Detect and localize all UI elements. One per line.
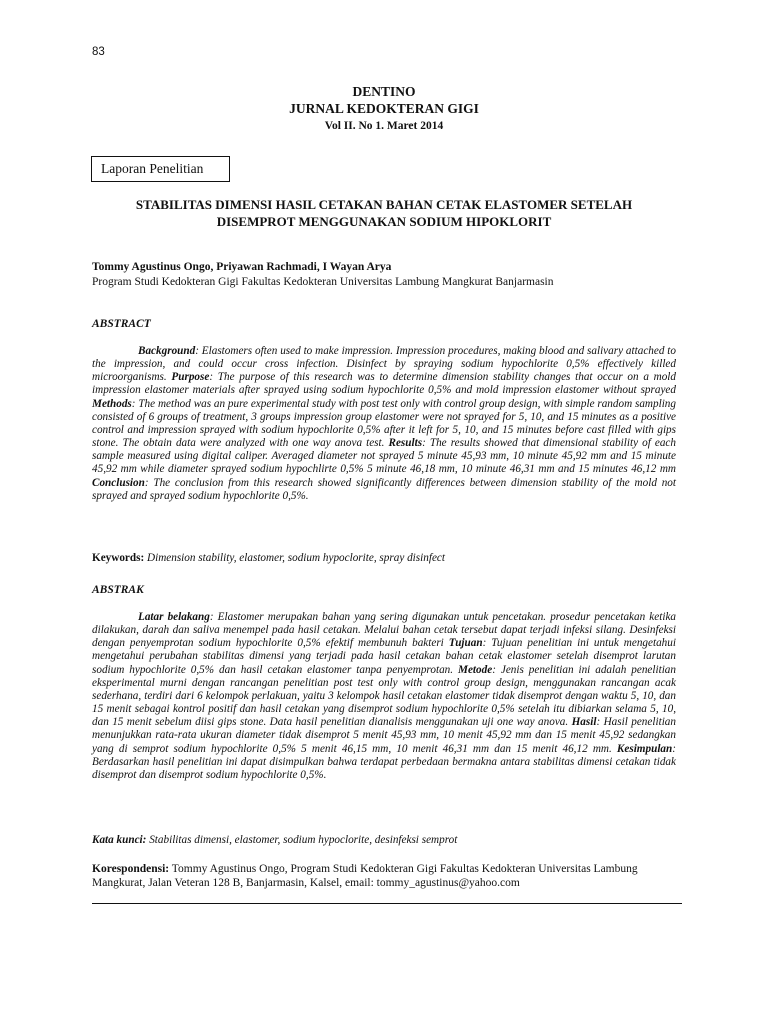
journal-full-name: JURNAL KEDOKTERAN GIGI [289, 101, 479, 116]
journal-name: DENTINO [352, 84, 416, 99]
results-text: : The results showed that dimensional stability of each sample measured using digital caliper. Averaged diameter not sprayed 5 minute 45,93 mm, 10 minute 45,92 mm and 15 minute 45,92 mm while diameter sprayed sodium hypochlirte 0,5% 5 minute 46,18 mm, 10 minute 46,31 mm and 15 minutes 46,12 mm [92, 437, 676, 476]
title-line-2: DISEMPROT MENGGUNAKAN SODIUM HIPOKLORIT [216, 214, 552, 229]
tujuan-label: Tujuan [448, 637, 483, 650]
footer-divider [92, 903, 682, 904]
metode-text: : Jenis penelitian ini adalah penelitian eksperimental murni dengan rancangan penelitian post test only with control group design, menggunakan rancangan acak sederhana, terdiri dari 6 kelompok perlakuan, yaitu 3 kelompok hasil cetakan elastomer tidak disemprot dengan waktu 5, 10, dan 15 menit sebagai kontrol positif dan hasil cetakan yang disemprot sodium hypochlorite 0,5% setelah itu dibiarkan selama 5, 10, dan 15 menit sebelum diisi gips stone. Data hasil penelitian dianalisis menggunakan uji one way anova. [92, 663, 676, 729]
purpose-text: : The purpose of this research was to determine dimension stability changes that occur on a mold impression elastomer materials after sprayed using sodium hypochlorite 0,5% and mold impression elastomer without sprayed [92, 371, 676, 397]
background-label: Background [138, 345, 196, 357]
methods-label: Methods [92, 397, 132, 410]
abstrak-paragraph [92, 611, 676, 782]
kesimpulan-label: Kesimpulan [616, 742, 673, 755]
background-text: : Elastomers often used to make impression. Impression procedures, making blood and salivary attached to the impression, and could occur cross infection. Disinfect by spraying sodium hypochlorite 0,5% effectively killed microorganisms. [92, 345, 676, 384]
keywords [92, 552, 682, 564]
correspondence-text: Tommy Agustinus Ongo, Program Studi Kedokteran Gigi Fakultas Kedokteran Universitas Lambung Mangkurat, Jalan Veteran 128 B, Banjarmasin, Kalsel, email: tommy_agustinus@yahoo.com [92, 863, 638, 889]
authors: Tommy Agustinus Ongo, Priyawan Rachmadi, I Wayan Arya [92, 261, 392, 273]
hasil-label: Hasil [571, 716, 597, 729]
metode-label: Metode [458, 663, 493, 676]
abstract-paragraph [92, 345, 676, 503]
conclusion-label: Conclusion [92, 476, 145, 489]
kesimpulan-text: : Berdasarkan hasil penelitian ini dapat disimpulkan bahwa terdapat perbedaan bermakna antara stabilitas dimensi cetakan tidak disemprot dan disemprot sodium hypochlorite 0,5%. [92, 742, 676, 781]
latar-text: : Elastomer merupakan bahan yang sering digunakan untuk pencetakan. prosedur pencetakan ketika dilakukan, darah dan saliva menempel pada hasil cetakan. Melalui bahan cetak tersebut dapat terjadi infeksi silang. Desinfeksi dengan penyemprotan sodium hypochlorite 0,5% efektif membunuh bakteri [92, 611, 677, 650]
abstrak-heading: ABSTRAK [92, 584, 144, 596]
keywords-text: Dimension stability, elastomer, sodium hypoclorite, spray disinfect [144, 552, 445, 564]
hasil-text: : Hasil penelitian menunjukkan rata-rata ukuran diameter tidak disemprot 5 menit 45,93 mm, 10 menit 45,92 mm dan 15 menit 45,92 sedangkan yang di semprot sodium hypochlorite 0,5% 5 menit 46,15 mm, 10 menit 46,31 mm dan 15 menit 46,12 mm. [92, 716, 676, 755]
article-type-box: Laporan Penelitian [91, 156, 230, 182]
conclusion-text: : The conclusion from this research showed significantly differences between dimension stability of the mold not sprayed and sprayed sodium hypochlorite 0,5%. [92, 476, 676, 502]
latar-label: Latar belakang [138, 611, 210, 623]
results-label: Results [388, 437, 423, 450]
affiliation: Program Studi Kedokteran Gigi Fakultas Kedokteran Universitas Lambung Mangkurat Banjarmasin [92, 276, 554, 288]
keywords-label: Keywords: [92, 552, 145, 564]
correspondence [92, 862, 676, 890]
correspondence-label: Korespondensi: [92, 863, 170, 875]
kata-kunci [92, 834, 682, 846]
title-line-1: STABILITAS DIMENSI HASIL CETAKAN BAHAN CETAK ELASTOMER SETELAH [135, 197, 633, 212]
abstract-heading: ABSTRACT [92, 318, 151, 330]
journal-volume: Vol II. No 1. Maret 2014 [324, 120, 444, 132]
methods-text: : The method was an pure experimental study with post test only with control group design, with simple random sampling consisted of 6 groups of treatment, 3 groups impression group elastomer were not sprayed for 5, 10, and 15 minutes as a positive control and impression sprayed with sodium hypochlorite 0,5% after it left for 5, 10, and 15 minutes before cast filled with gips stone. The obtain data were analyzed with one way anova test. [92, 397, 676, 450]
tujuan-text: : Tujuan penelitian ini untuk mengetahui mengetahui perubahan stabilitas dimensi yang terjadi pada hasil cetakan bahan cetak elastomer setelah disemprot larutan sodium hypochlorite 0,5% dan hasil cetakan elastomer tanpa penyemprotan. [92, 637, 676, 676]
kata-kunci-text: Stabilitas dimensi, elastomer, sodium hypoclorite, desinfeksi semprot [146, 834, 458, 846]
article-title [92, 196, 676, 230]
purpose-label: Purpose [171, 371, 210, 384]
kata-kunci-label: Kata kunci: [92, 834, 147, 846]
page-number: 83 [92, 46, 105, 58]
